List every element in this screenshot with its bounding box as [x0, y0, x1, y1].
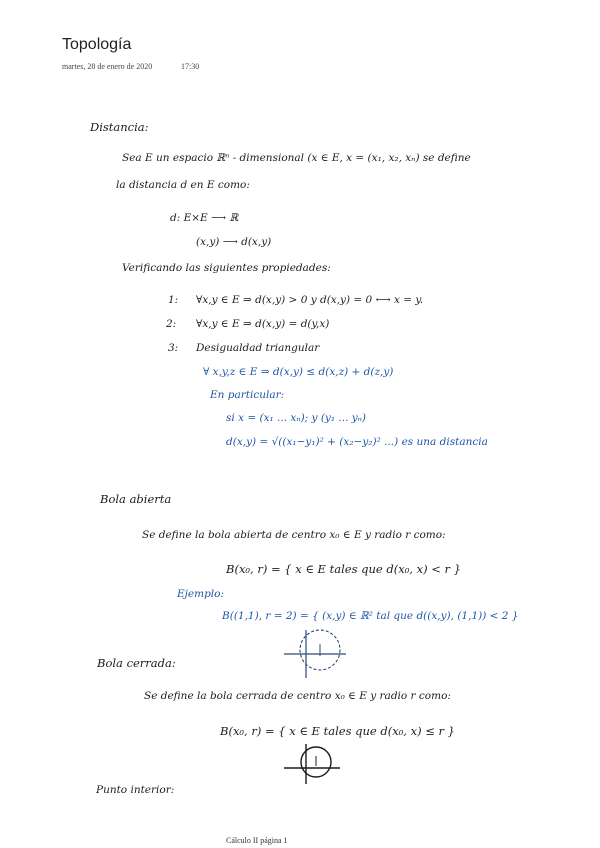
- property-1-number: 1:: [168, 294, 179, 306]
- distancia-intro-line-2: la distancia d en E como:: [116, 179, 250, 191]
- property-2-text: ∀x,y ∈ E ⇒ d(x,y) = d(y,x): [196, 318, 330, 330]
- bola-cerrada-heading: Bola cerrada:: [97, 656, 176, 670]
- bola-cerrada-definition: Se define la bola cerrada de centro x₀ ∈ E y radio r como:: [144, 690, 451, 702]
- distance-map-domain: d: E×E ⟶ ℝ: [170, 212, 239, 224]
- distancia-intro-line-1: Sea E un espacio ℝⁿ - dimensional (x ∈ E, x = (x₁, x₂, xₙ) se define: [122, 152, 471, 164]
- open-ball-sketch: [280, 626, 350, 682]
- bola-cerrada-formula: B(x₀, r) = { x ∈ E tales que d(x₀, x) ≤ r }: [220, 724, 455, 738]
- closed-ball-sketch: [280, 742, 344, 786]
- page-title: Topología: [62, 36, 132, 53]
- euclidean-distance-formula: d(x,y) = √((x₁−y₁)² + (x₂−y₂)² ...) es una distancia: [226, 436, 488, 448]
- coordinates-line: si x = (x₁ ... xₙ); y (y₁ ... yₙ): [226, 412, 367, 424]
- in-particular-label: En particular:: [210, 389, 285, 401]
- property-3-number: 3:: [168, 342, 179, 354]
- page-footer: Cálculo II página 1: [226, 836, 288, 845]
- note-time: 17:30: [181, 62, 200, 71]
- distance-map-rule: (x,y) ⟶ d(x,y): [196, 236, 272, 248]
- property-3-text: Desigualdad triangular: [196, 342, 320, 354]
- bola-abierta-heading: Bola abierta: [100, 492, 172, 506]
- bola-abierta-definition: Se define la bola abierta de centro x₀ ∈ E y radio r como:: [142, 529, 446, 541]
- example-formula: B((1,1), r = 2) = { (x,y) ∈ ℝ² tal que d((x,y), (1,1)) < 2 }: [222, 610, 519, 622]
- distancia-heading: Distancia:: [90, 120, 149, 134]
- bola-abierta-formula: B(x₀, r) = { x ∈ E tales que d(x₀, x) < r }: [226, 562, 461, 576]
- property-2-number: 2:: [166, 318, 177, 330]
- verifying-properties: Verificando las siguientes propiedades:: [122, 262, 331, 274]
- triangle-inequality: ∀ x,y,z ∈ E ⇒ d(x,y) ≤ d(x,z) + d(z,y): [203, 366, 394, 378]
- note-date: martes, 28 de enero de 2020: [62, 62, 153, 71]
- example-label: Ejemplo:: [177, 588, 225, 600]
- punto-interior-heading: Punto interior:: [96, 784, 175, 796]
- property-1-text: ∀x,y ∈ E ⇒ d(x,y) > 0 y d(x,y) = 0 ⟷ x = y.: [196, 294, 424, 306]
